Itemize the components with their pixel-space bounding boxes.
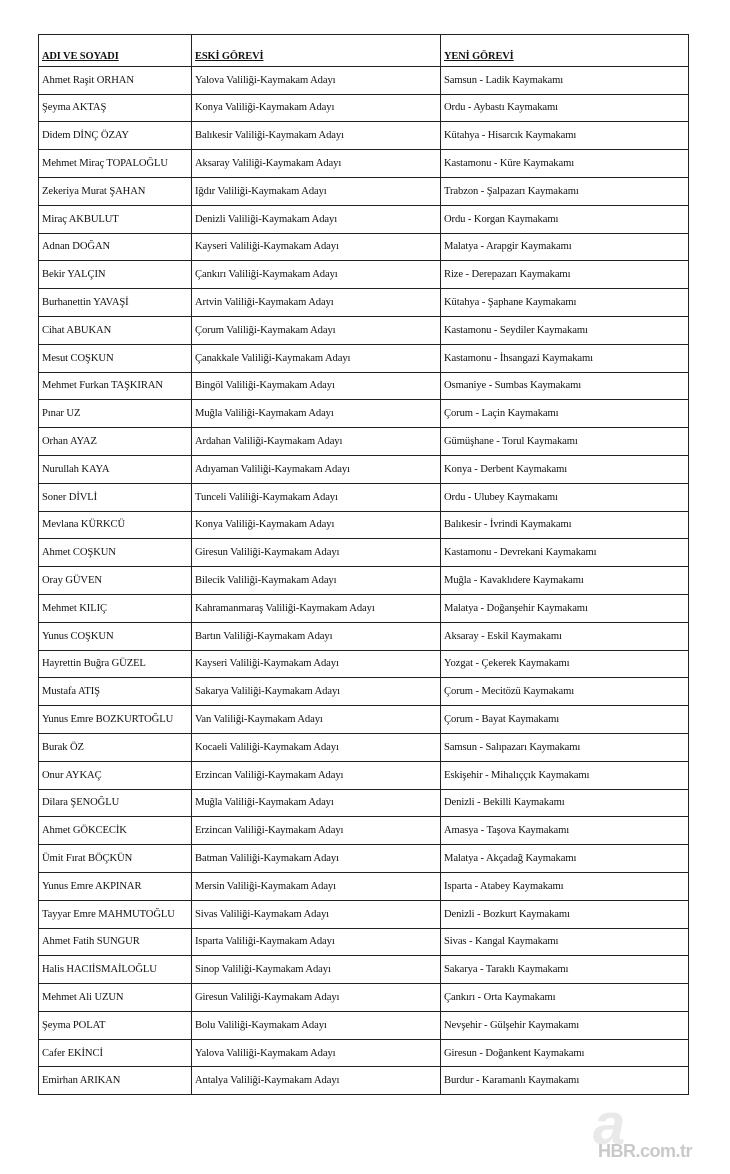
table-row <box>39 511 689 539</box>
cell-old-position: Aksaray Valiliği-Kaymakam Adayı <box>192 150 441 178</box>
cell-new-position: Ordu - Aybastı Kaymakamı <box>441 94 689 122</box>
cell-old-position: Çorum Valiliği-Kaymakam Adayı <box>192 316 441 344</box>
cell-new-position: Ordu - Ulubey Kaymakamı <box>441 483 689 511</box>
cell-old-position: Giresun Valiliği-Kaymakam Adayı <box>192 539 441 567</box>
cell-new-position: Çorum - Laçin Kaymakamı <box>441 400 689 428</box>
table-row <box>39 900 689 928</box>
cell-old-position: Bartın Valiliği-Kaymakam Adayı <box>192 622 441 650</box>
cell-old-position: Muğla Valiliği-Kaymakam Adayı <box>192 400 441 428</box>
cell-old-position: Adıyaman Valiliği-Kaymakam Adayı <box>192 455 441 483</box>
cell-old-position: Kocaeli Valiliği-Kaymakam Adayı <box>192 733 441 761</box>
cell-new-position: Çorum - Bayat Kaymakamı <box>441 706 689 734</box>
cell-old-position: Giresun Valiliği-Kaymakam Adayı <box>192 984 441 1012</box>
cell-name: Ahmet COŞKUN <box>39 539 192 567</box>
cell-old-position: Iğdır Valiliği-Kaymakam Adayı <box>192 177 441 205</box>
cell-name: Emirhan ARIKAN <box>39 1067 192 1095</box>
table-row <box>39 845 689 873</box>
cell-new-position: Çorum - Mecitözü Kaymakamı <box>441 678 689 706</box>
table-row <box>39 817 689 845</box>
cell-old-position: Mersin Valiliği-Kaymakam Adayı <box>192 872 441 900</box>
cell-name: Ahmet Raşit ORHAN <box>39 66 192 94</box>
cell-new-position: Samsun - Ladik Kaymakamı <box>441 66 689 94</box>
cell-old-position: Bingöl Valiliği-Kaymakam Adayı <box>192 372 441 400</box>
cell-name: Mesut COŞKUN <box>39 344 192 372</box>
table-row <box>39 261 689 289</box>
cell-name: Burak ÖZ <box>39 733 192 761</box>
cell-new-position: Sivas - Kangal Kaymakamı <box>441 928 689 956</box>
cell-old-position: Tunceli Valiliği-Kaymakam Adayı <box>192 483 441 511</box>
table-row <box>39 428 689 456</box>
cell-name: Mehmet Miraç TOPALOĞLU <box>39 150 192 178</box>
cell-old-position: Denizli Valiliği-Kaymakam Adayı <box>192 205 441 233</box>
cell-new-position: Çankırı - Orta Kaymakamı <box>441 984 689 1012</box>
cell-name: Yunus Emre BOZKURTOĞLU <box>39 706 192 734</box>
cell-name: Mevlana KÜRKCÜ <box>39 511 192 539</box>
cell-old-position: Yalova Valiliği-Kaymakam Adayı <box>192 66 441 94</box>
cell-name: Ahmet Fatih SUNGUR <box>39 928 192 956</box>
table-row <box>39 956 689 984</box>
cell-new-position: Amasya - Taşova Kaymakamı <box>441 817 689 845</box>
appointments-table <box>38 34 689 1095</box>
cell-name: Şeyma AKTAŞ <box>39 94 192 122</box>
cell-old-position: Sivas Valiliği-Kaymakam Adayı <box>192 900 441 928</box>
table-row <box>39 678 689 706</box>
cell-old-position: Bolu Valiliği-Kaymakam Adayı <box>192 1011 441 1039</box>
cell-name: Cafer EKİNCİ <box>39 1039 192 1067</box>
cell-old-position: Van Valiliği-Kaymakam Adayı <box>192 706 441 734</box>
cell-old-position: Konya Valiliği-Kaymakam Adayı <box>192 94 441 122</box>
cell-new-position: Nevşehir - Gülşehir Kaymakamı <box>441 1011 689 1039</box>
cell-name: Bekir YALÇIN <box>39 261 192 289</box>
table-row <box>39 455 689 483</box>
cell-new-position: Giresun - Doğankent Kaymakamı <box>441 1039 689 1067</box>
cell-old-position: Bilecik Valiliği-Kaymakam Adayı <box>192 567 441 595</box>
cell-new-position: Samsun - Salıpazarı Kaymakamı <box>441 733 689 761</box>
table-row <box>39 177 689 205</box>
cell-new-position: Trabzon - Şalpazarı Kaymakamı <box>441 177 689 205</box>
cell-name: Onur AYKAÇ <box>39 761 192 789</box>
table-row <box>39 650 689 678</box>
cell-new-position: Balıkesir - İvrindi Kaymakamı <box>441 511 689 539</box>
cell-new-position: Kastamonu - Küre Kaymakamı <box>441 150 689 178</box>
column-header-new-position: YENİ GÖREVİ <box>441 35 689 67</box>
cell-name: Miraç AKBULUT <box>39 205 192 233</box>
cell-name: Tayyar Emre MAHMUTOĞLU <box>39 900 192 928</box>
table-row <box>39 150 689 178</box>
table-row <box>39 789 689 817</box>
table-row <box>39 539 689 567</box>
cell-old-position: Yalova Valiliği-Kaymakam Adayı <box>192 1039 441 1067</box>
table-row <box>39 928 689 956</box>
cell-name: Orhan AYAZ <box>39 428 192 456</box>
table-row <box>39 94 689 122</box>
cell-new-position: Denizli - Bekilli Kaymakamı <box>441 789 689 817</box>
table-row <box>39 1067 689 1095</box>
cell-old-position: Antalya Valiliği-Kaymakam Adayı <box>192 1067 441 1095</box>
cell-name: Oray GÜVEN <box>39 567 192 595</box>
cell-name: Yunus Emre AKPINAR <box>39 872 192 900</box>
cell-old-position: Ardahan Valiliği-Kaymakam Adayı <box>192 428 441 456</box>
cell-old-position: Kayseri Valiliği-Kaymakam Adayı <box>192 650 441 678</box>
cell-new-position: Osmaniye - Sumbas Kaymakamı <box>441 372 689 400</box>
cell-old-position: Isparta Valiliği-Kaymakam Adayı <box>192 928 441 956</box>
cell-old-position: Kayseri Valiliği-Kaymakam Adayı <box>192 233 441 261</box>
cell-new-position: Sakarya - Taraklı Kaymakamı <box>441 956 689 984</box>
cell-old-position: Erzincan Valiliği-Kaymakam Adayı <box>192 761 441 789</box>
table-row <box>39 1039 689 1067</box>
cell-new-position: Rize - Derepazarı Kaymakamı <box>441 261 689 289</box>
cell-name: Burhanettin YAVAŞİ <box>39 289 192 317</box>
watermark-logo-letter: a <box>593 1098 626 1157</box>
table-row <box>39 706 689 734</box>
cell-name: Şeyma POLAT <box>39 1011 192 1039</box>
cell-new-position: Ordu - Korgan Kaymakamı <box>441 205 689 233</box>
table-row <box>39 289 689 317</box>
cell-name: Mehmet Furkan TAŞKIRAN <box>39 372 192 400</box>
column-header-name: ADI VE SOYADI <box>39 35 192 67</box>
cell-name: Dilara ŞENOĞLU <box>39 789 192 817</box>
table-row <box>39 872 689 900</box>
cell-old-position: Çanakkale Valiliği-Kaymakam Adayı <box>192 344 441 372</box>
cell-name: Ümit Fırat BÖÇKÜN <box>39 845 192 873</box>
cell-name: Soner DİVLİ <box>39 483 192 511</box>
cell-new-position: Kastamonu - İhsangazi Kaymakamı <box>441 344 689 372</box>
cell-new-position: Kütahya - Hisarcık Kaymakamı <box>441 122 689 150</box>
cell-name: Hayrettin Buğra GÜZEL <box>39 650 192 678</box>
table-row <box>39 205 689 233</box>
table-header-row <box>39 35 689 67</box>
table-row <box>39 483 689 511</box>
table-row <box>39 233 689 261</box>
table-row <box>39 733 689 761</box>
cell-name: Nurullah KAYA <box>39 455 192 483</box>
cell-new-position: Malatya - Doğanşehir Kaymakamı <box>441 594 689 622</box>
column-header-old-position: ESKİ GÖREVİ <box>192 35 441 67</box>
cell-name: Mehmet KILIÇ <box>39 594 192 622</box>
cell-old-position: Sinop Valiliği-Kaymakam Adayı <box>192 956 441 984</box>
cell-name: Mustafa ATIŞ <box>39 678 192 706</box>
cell-new-position: Kastamonu - Seydiler Kaymakamı <box>441 316 689 344</box>
cell-new-position: Malatya - Arapgir Kaymakamı <box>441 233 689 261</box>
cell-new-position: Isparta - Atabey Kaymakamı <box>441 872 689 900</box>
cell-name: Halis HACIİSMAİLOĞLU <box>39 956 192 984</box>
cell-new-position: Malatya - Akçadağ Kaymakamı <box>441 845 689 873</box>
cell-old-position: Kahramanmaraş Valiliği-Kaymakam Adayı <box>192 594 441 622</box>
cell-old-position: Artvin Valiliği-Kaymakam Adayı <box>192 289 441 317</box>
table-row <box>39 594 689 622</box>
table-row <box>39 344 689 372</box>
cell-new-position: Eskişehir - Mihalıççık Kaymakamı <box>441 761 689 789</box>
cell-old-position: Muğla Valiliği-Kaymakam Adayı <box>192 789 441 817</box>
cell-new-position: Gümüşhane - Torul Kaymakamı <box>441 428 689 456</box>
table-row <box>39 316 689 344</box>
cell-new-position: Burdur - Karamanlı Kaymakamı <box>441 1067 689 1095</box>
table-body <box>39 66 689 1094</box>
cell-old-position: Çankırı Valiliği-Kaymakam Adayı <box>192 261 441 289</box>
cell-new-position: Aksaray - Eskil Kaymakamı <box>441 622 689 650</box>
table-row <box>39 761 689 789</box>
cell-name: Mehmet Ali UZUN <box>39 984 192 1012</box>
table-row <box>39 1011 689 1039</box>
cell-old-position: Batman Valiliği-Kaymakam Adayı <box>192 845 441 873</box>
cell-new-position: Denizli - Bozkurt Kaymakamı <box>441 900 689 928</box>
cell-name: Adnan DOĞAN <box>39 233 192 261</box>
cell-new-position: Kastamonu - Devrekani Kaymakamı <box>441 539 689 567</box>
table-row <box>39 122 689 150</box>
cell-name: Ahmet GÖKCECİK <box>39 817 192 845</box>
table-row <box>39 567 689 595</box>
cell-new-position: Yozgat - Çekerek Kaymakamı <box>441 650 689 678</box>
cell-new-position: Kütahya - Şaphane Kaymakamı <box>441 289 689 317</box>
cell-old-position: Balıkesir Valiliği-Kaymakam Adayı <box>192 122 441 150</box>
table-row <box>39 400 689 428</box>
table-row <box>39 372 689 400</box>
table-row <box>39 984 689 1012</box>
cell-name: Yunus COŞKUN <box>39 622 192 650</box>
cell-name: Cihat ABUKAN <box>39 316 192 344</box>
table-row <box>39 622 689 650</box>
cell-new-position: Muğla - Kavaklıdere Kaymakamı <box>441 567 689 595</box>
cell-name: Zekeriya Murat ŞAHAN <box>39 177 192 205</box>
cell-new-position: Konya - Derbent Kaymakamı <box>441 455 689 483</box>
cell-name: Didem DİNÇ ÖZAY <box>39 122 192 150</box>
cell-old-position: Erzincan Valiliği-Kaymakam Adayı <box>192 817 441 845</box>
cell-name: Pınar UZ <box>39 400 192 428</box>
table-row <box>39 66 689 94</box>
cell-old-position: Sakarya Valiliği-Kaymakam Adayı <box>192 678 441 706</box>
cell-old-position: Konya Valiliği-Kaymakam Adayı <box>192 511 441 539</box>
watermark-text: HBR.com.tr <box>598 1141 693 1161</box>
